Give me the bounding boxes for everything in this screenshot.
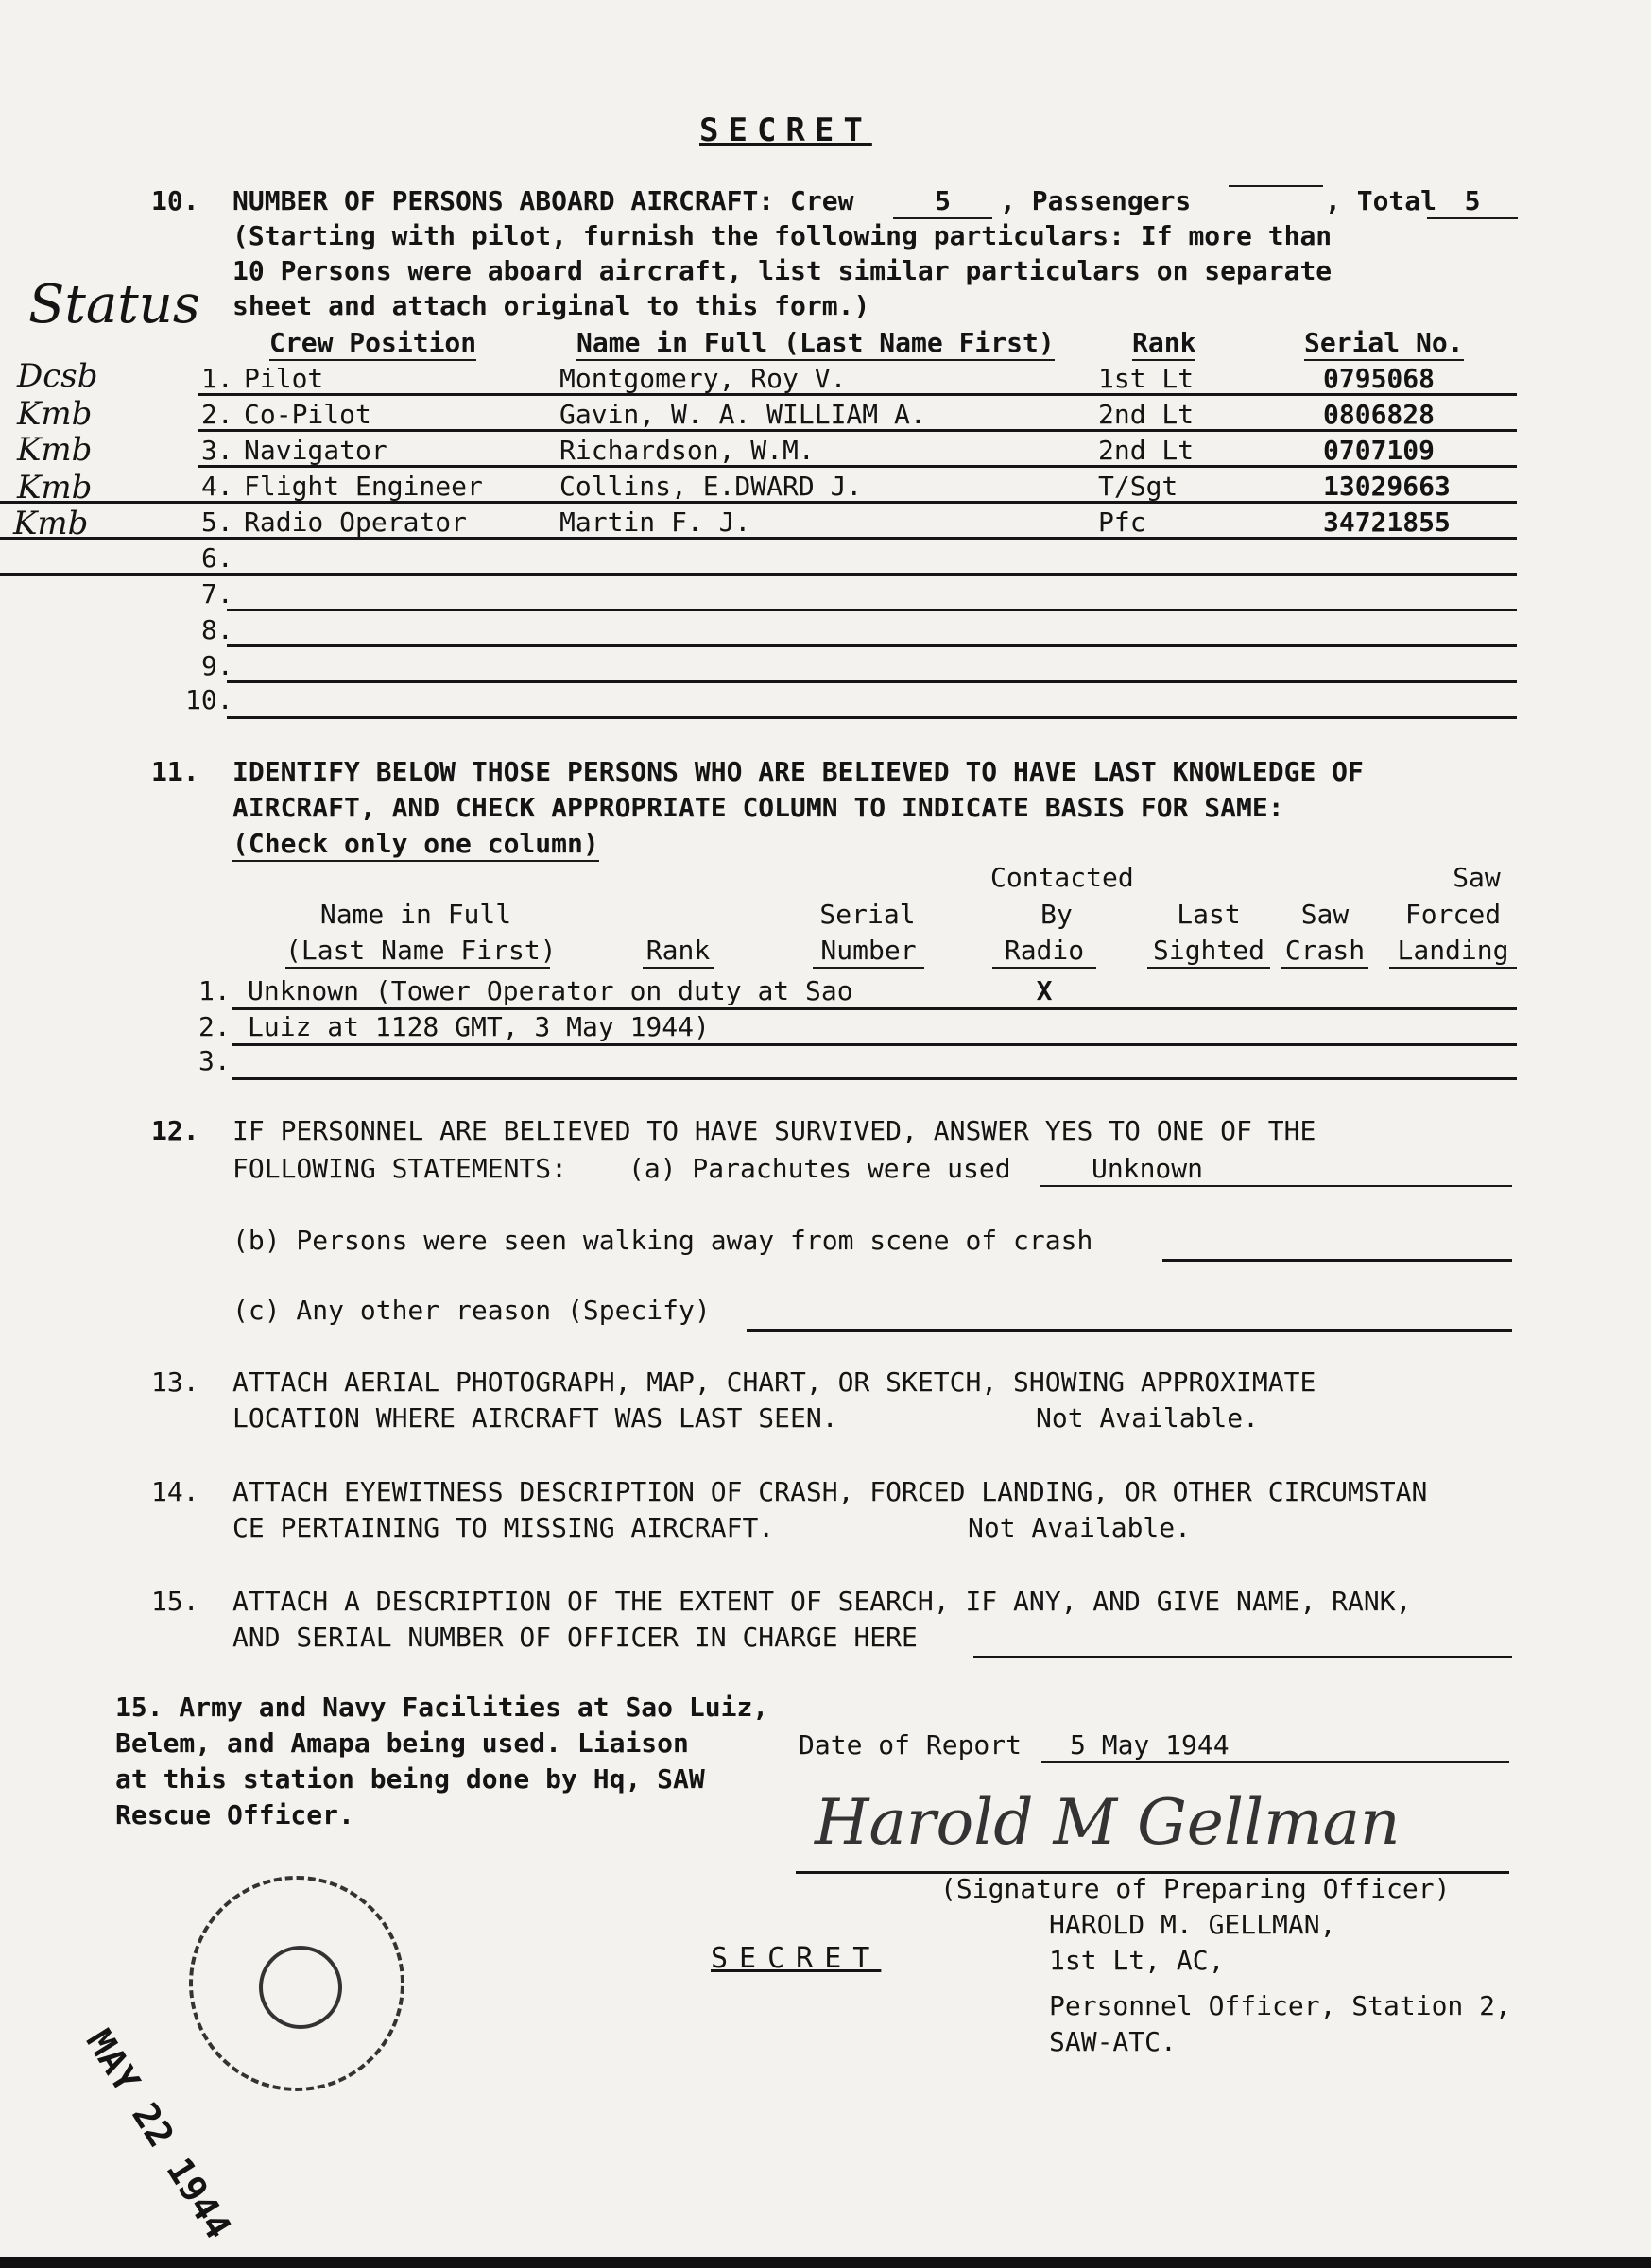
col-crash-2: Crash [1281, 935, 1368, 969]
crew-position: Navigator [244, 435, 387, 466]
s11-row-check: X [1036, 975, 1053, 1006]
stamp-date: MAY 22 1944 [77, 2022, 240, 2246]
note-line3: at this station being done by Hq, SAW [115, 1763, 705, 1795]
s11-row-text: Luiz at 1128 GMT, 3 May 1944) [248, 1011, 710, 1042]
note-line4: Rescue Officer. [115, 1799, 354, 1830]
note-line1: 15. Army and Navy Facilities at Sao Luiz, [115, 1692, 769, 1723]
row-line [0, 501, 1517, 504]
s10-crew-count: 5 [893, 185, 992, 219]
crew-num: 9. [201, 650, 233, 681]
row-line [227, 644, 1517, 647]
s10-line2: (Starting with pilot, furnish the following particulars: If more than [232, 220, 1333, 251]
s12-line1: IF PERSONNEL ARE BELIEVED TO HAVE SURVIVED, ANSWER YES TO ONE OF THE [232, 1115, 1316, 1146]
row-line [198, 429, 1517, 432]
col-name: Name in Full (Last Name First) [576, 327, 1055, 361]
report-date-label: Date of Report [799, 1729, 1023, 1761]
row-line [198, 393, 1517, 396]
col-rank: Rank [643, 935, 714, 969]
status-label: Status [28, 274, 200, 335]
s10-number: 10. [151, 185, 199, 216]
col-forced-1: Saw [1453, 862, 1501, 893]
crew-serial: 0795068 [1323, 363, 1436, 394]
s12-a-value [1040, 1153, 1512, 1187]
note-line2: Belem, and Amapa being used. Liaison [115, 1727, 689, 1759]
s11-line3: (Check only one column) [232, 828, 599, 862]
col-last-2: Sighted [1147, 935, 1270, 969]
col-crew-position: Crew Position [269, 327, 476, 361]
crew-rank: 2nd Lt [1098, 435, 1195, 466]
s15-line2: AND SERIAL NUMBER OF OFFICER IN CHARGE HERE [232, 1622, 918, 1653]
crew-num: 4. [201, 471, 233, 502]
s14-line1: ATTACH EYEWITNESS DESCRIPTION OF CRASH, FORCED LANDING, OR OTHER CIRCUMSTAN [232, 1476, 1428, 1507]
col-forced-3: Landing [1389, 935, 1517, 969]
handwritten-signature: Harold M Gellman [815, 1786, 1401, 1859]
crew-name: Collins, E.DWARD J. [559, 471, 863, 502]
crew-num: 2. [201, 399, 233, 430]
s11-line2: AIRCRAFT, AND CHECK APPROPRIATE COLUMN TO INDICATE BASIS FOR SAME: [232, 792, 1284, 823]
header-classification: SECRET [699, 112, 872, 149]
crew-rank: 2nd Lt [1098, 399, 1195, 430]
crew-serial: 0806828 [1323, 399, 1436, 430]
crew-serial: 34721855 [1323, 507, 1451, 538]
crew-num: 7. [201, 578, 233, 610]
s13-line2: LOCATION WHERE AIRCRAFT WAS LAST SEEN. [232, 1402, 838, 1434]
crew-num: 3. [201, 435, 233, 466]
s12-line2: FOLLOWING STATEMENTS: [232, 1153, 568, 1184]
officer-name: HAROLD M. GELLMAN, [1049, 1909, 1336, 1940]
row-line [232, 1007, 1517, 1010]
col-name-2: (Last Name First) [285, 935, 550, 969]
row-line [0, 573, 1517, 576]
crew-position: Co-Pilot [244, 399, 371, 430]
s12-b-label: (b) Persons were seen walking away from scene of crash [232, 1225, 1093, 1256]
s11-line1: IDENTIFY BELOW THOSE PERSONS WHO ARE BELIEVED TO HAVE LAST KNOWLEDGE OF [232, 756, 1364, 787]
s10-passengers-label: , Passengers [1000, 185, 1192, 216]
s15-line1: ATTACH A DESCRIPTION OF THE EXTENT OF SEARCH, IF ANY, AND GIVE NAME, RANK, [232, 1586, 1412, 1617]
col-contacted-3: Radio [992, 935, 1096, 969]
row-line [232, 1077, 1517, 1080]
crew-rank: 1st Lt [1098, 363, 1195, 394]
s10-total-value: 5 [1427, 185, 1518, 219]
footer-classification: SECRET [711, 1942, 882, 1975]
crew-name: Martin F. J. [559, 507, 751, 538]
stamp-center [259, 1946, 342, 2029]
crew-status: Kmb [13, 505, 89, 542]
col-serial-1: Serial [819, 899, 916, 930]
col-name-1: Name in Full [319, 899, 512, 930]
report-date-value-text: 5 May 1944 [1070, 1729, 1230, 1761]
s11-row-num: 1. [198, 975, 231, 1006]
s13-number: 13. [151, 1366, 199, 1398]
s10-passengers-value [1229, 185, 1323, 187]
col-serial: Serial No. [1304, 327, 1464, 361]
s13-value: Not Available. [1036, 1402, 1260, 1434]
s11-row-num: 2. [198, 1011, 231, 1042]
crew-num: 1. [201, 363, 233, 394]
col-crash-1: Saw [1300, 899, 1350, 930]
s14-line2: CE PERTAINING TO MISSING AIRCRAFT. [232, 1512, 775, 1543]
s11-row-text: Unknown (Tower Operator on duty at Sao [248, 975, 853, 1006]
s11-row-num: 3. [198, 1045, 231, 1076]
s14-number: 14. [151, 1476, 199, 1507]
s13-line1: ATTACH AERIAL PHOTOGRAPH, MAP, CHART, OR SKETCH, SHOWING APPROXIMATE [232, 1366, 1316, 1398]
row-line [198, 465, 1517, 468]
crew-position: Flight Engineer [244, 471, 483, 502]
officer-title: Personnel Officer, Station 2, [1049, 1990, 1511, 2021]
crew-name: Montgomery, Roy V. [559, 363, 847, 394]
received-stamp [189, 1876, 404, 2091]
row-line [1162, 1259, 1512, 1262]
s12-a-value-text: Unknown [1092, 1153, 1204, 1184]
crew-status: Kmb [17, 395, 93, 433]
col-serial-2: Number [813, 935, 924, 969]
row-line [0, 537, 1517, 540]
crew-rank: T/Sgt [1098, 471, 1178, 502]
crew-serial: 13029663 [1323, 471, 1451, 502]
row-line [227, 680, 1517, 683]
crew-num: 5. [201, 507, 233, 538]
s11-number: 11. [151, 756, 199, 787]
crew-serial: 0707109 [1323, 435, 1436, 466]
crew-num: 6. [201, 542, 233, 574]
s10-total-label: , Total [1325, 185, 1437, 216]
row-line [232, 1043, 1517, 1046]
col-contacted-2: By [1040, 899, 1073, 930]
row-line [747, 1329, 1512, 1332]
row-line [973, 1656, 1512, 1658]
crew-num: 8. [201, 614, 233, 645]
crew-position: Radio Operator [244, 507, 468, 538]
crew-position: Pilot [244, 363, 324, 394]
s10-line4: sheet and attach original to this form.) [232, 290, 870, 321]
crew-name: Richardson, W.M. [559, 435, 815, 466]
col-contacted-1: Contacted [990, 862, 1134, 893]
crew-num: 10. [185, 684, 233, 715]
s15-number: 15. [151, 1586, 199, 1617]
crew-rank: Pfc [1098, 507, 1146, 538]
row-line [227, 716, 1517, 719]
report-date-value [1041, 1729, 1509, 1763]
crew-name: Gavin, W. A. WILLIAM A. [559, 399, 926, 430]
officer-unit: SAW-ATC. [1049, 2026, 1177, 2057]
s14-value: Not Available. [968, 1512, 1192, 1543]
crew-status: Kmb [17, 431, 93, 469]
row-line [227, 609, 1517, 611]
col-last-1: Last [1177, 899, 1241, 930]
s10-line1-label: NUMBER OF PERSONS ABOARD AIRCRAFT: Crew [232, 185, 854, 216]
s12-c-label: (c) Any other reason (Specify) [232, 1295, 711, 1326]
scan-edge [0, 2257, 1651, 2268]
s10-line3: 10 Persons were aboard aircraft, list similar particulars on separate [232, 255, 1333, 286]
officer-rank: 1st Lt, AC, [1049, 1945, 1225, 1976]
crew-status: Dcsb [17, 357, 98, 395]
signature-caption: (Signature of Preparing Officer) [940, 1873, 1451, 1904]
col-rank: Rank [1132, 327, 1195, 361]
s12-a-label: (a) Parachutes were used [628, 1153, 1011, 1184]
crew-status: Kmb [17, 469, 93, 507]
s12-number: 12. [151, 1115, 199, 1146]
col-forced-2: Forced [1404, 899, 1502, 930]
